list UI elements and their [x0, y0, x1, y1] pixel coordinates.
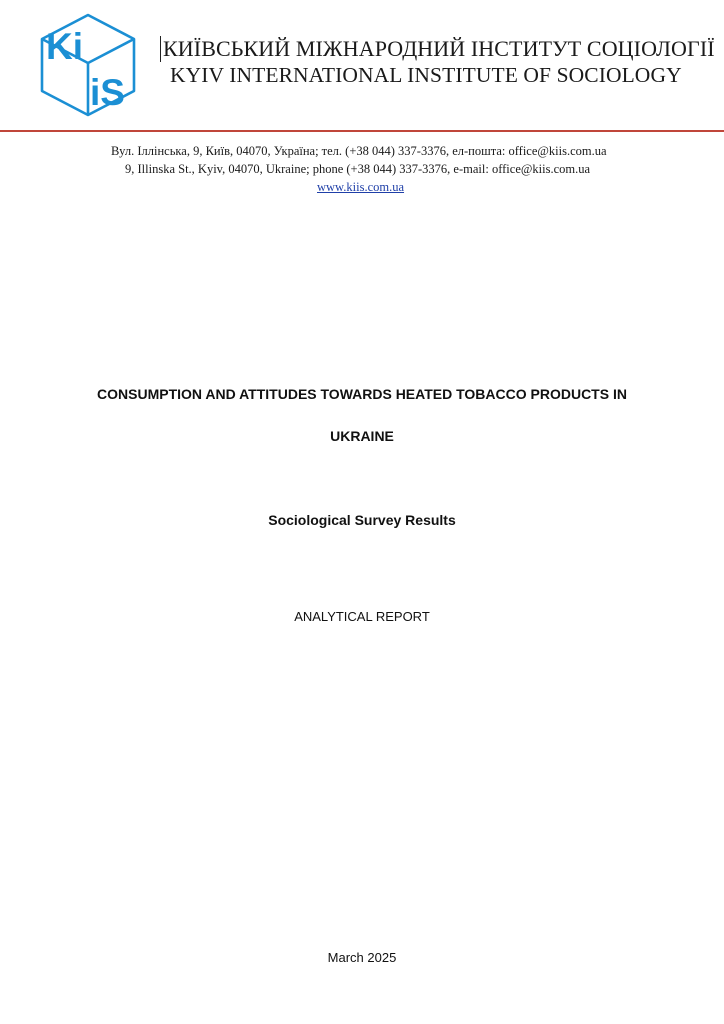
kiis-logo	[38, 12, 138, 118]
report-type: ANALYTICAL REPORT	[294, 609, 430, 624]
institute-name-en: KYIV INTERNATIONAL INSTITUTE OF SOCIOLOGY	[170, 63, 682, 87]
contact-line-en: 9, Illinska St., Kyiv, 04070, Ukraine; phone (+38 044) 337-3376, e-mail: office@kiis.com.ua	[125, 162, 591, 176]
logo-text-bottom: iS	[90, 72, 125, 113]
contact-info	[0, 142, 724, 196]
report-date: March 2025	[327, 950, 397, 965]
letterhead	[0, 0, 724, 196]
report-title-line-1: CONSUMPTION AND ATTITUDES TOWARDS HEATED TOBACCO PRODUCTS IN	[97, 386, 627, 402]
website-link[interactable]: www.kiis.com.ua	[317, 180, 405, 194]
logo-text-top: Ki	[46, 26, 83, 67]
header-divider	[0, 130, 724, 132]
report-title-line-2: UKRAINE	[330, 428, 394, 444]
contact-line-ua: Вул. Іллінська, 9, Київ, 04070, Україна; тел. (+38 044) 337-3376, ел-пошта: office@kiis.com.ua	[111, 144, 607, 158]
institute-name-ua: КИЇВСЬКИЙ МІЖНАРОДНИЙ ІНСТИТУТ СОЦІОЛОГІЇ	[160, 36, 720, 62]
report-subtitle: Sociological Survey Results	[268, 512, 456, 528]
institute-name	[160, 36, 720, 88]
